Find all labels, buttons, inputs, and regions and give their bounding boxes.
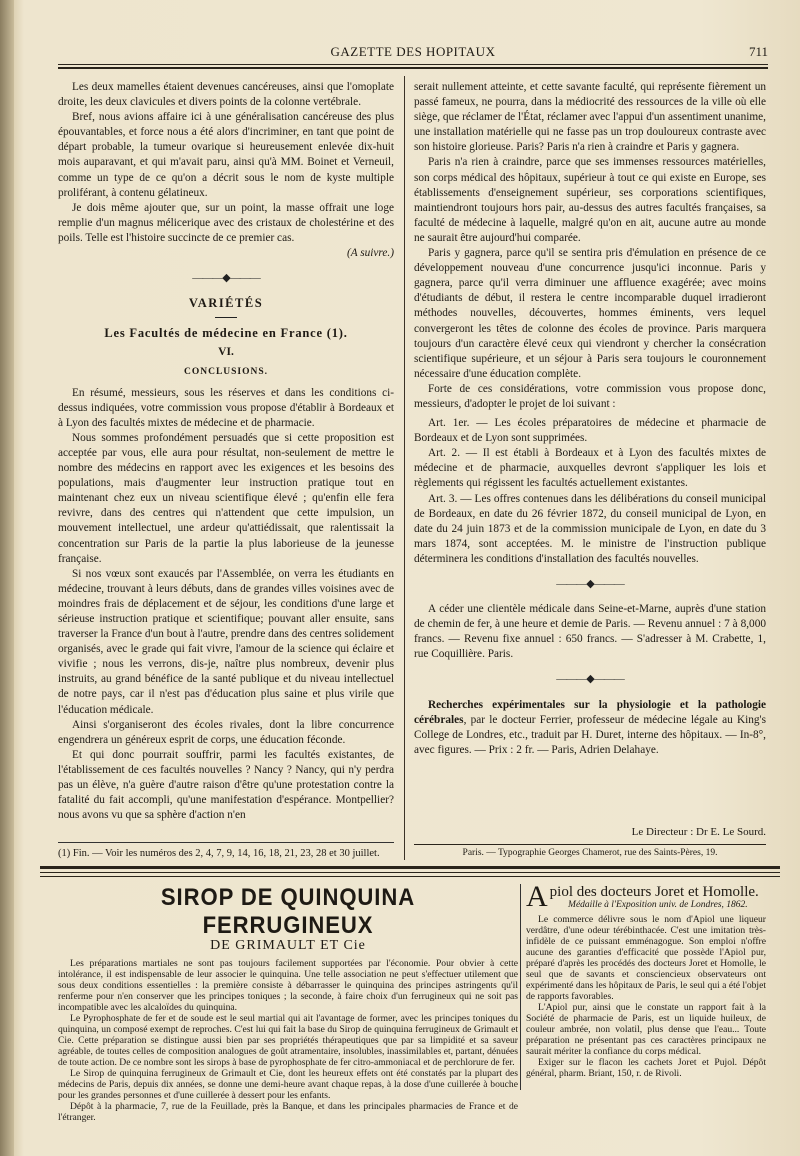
ad-divider	[520, 884, 521, 1090]
ad-separator-thick	[40, 866, 780, 869]
paragraph: Paris n'a rien à craindre, parce que ses immenses ressources matérielles, son corps médical des hôpitaux, supérieur à tout ce qui existe en Europe, ses établissements d'enseignement supérieur, ses corporations scientifiques, maintiendront toujours hors pair, au-dessus des autres facultés françaises, sa faculté de médecine à laquelle, malgré qu'on en ait, aucune autre au monde ne saurait être aujourd'hui comparée.	[414, 156, 766, 244]
footnote: (1) Fin. — Voir les numéros des 2, 4, 7, 9, 14, 16, 18, 21, 23, 28 et 30 juillet.	[58, 848, 380, 859]
ad-subtitle: DE GRIMAULT ET Cie	[210, 938, 366, 953]
book-details: , par le docteur Ferrier, professeur de médecine légale au King's College de Londres, etc., traduit par H. Duret, interne des hôpitaux. — In-8°, avec figures. — Prix : 2 fr. — Paris, Adrien Delahaye.	[414, 713, 766, 756]
ad-body	[58, 958, 518, 1123]
book-notice	[414, 698, 766, 758]
binding-edge	[0, 0, 14, 1156]
advertisement-apiol	[526, 880, 766, 1079]
paragraph: Les deux mamelles étaient devenues cancéreuses, ainsi que l'omoplate droite, les deux clavicules et divers points de la colonne vertébrale.	[58, 81, 394, 109]
ad-separator	[40, 872, 780, 873]
paragraph: Ainsi s'organiseront des écoles rivales, dont la libre concurrence engendrera un généreux esprit de corps, une éducation féconde.	[58, 718, 394, 746]
paragraph: Et qui donc pourrait souffrir, parmi les facultés existantes, de l'établissement de ces facultés nouvelles ? Nancy ? Nancy, qui n'y perdra pas un élève, n'a guère d'autre raison d'être qu'une protestation contre la fatalité du fait accompli, qu'une manifestation d'espérance. Montpellier? nous avons vu que sa sphère d'action n'en	[58, 748, 394, 822]
ad-title-text: piol des docteurs Joret et Homolle.	[549, 884, 759, 900]
drop-cap: A	[526, 880, 548, 913]
ad-paragraph: L'Apiol pur, ainsi que le constate un rapport fait à la Société de pharmacie de Paris, est un liquide huileux, de couleur ambrée, non volatil, plus dense que l'eau... Toute préparation ne présentant pas ces caractères principaux ne saurait mériter la confiance du corps médical.	[526, 1002, 766, 1057]
ad-paragraph: Le Pyrophosphate de fer et de soude est le seul martial qui ait l'avantage de former, avec les principes toniques du quinquina, un composé exempt de reproches. C'est lui qui fait la base du Sirop de quinquina ferrugineux de Grimault et Cie. Cette préparation se distingue aussi bien par ses propriétés thérapeutiques que par sa limpidité et sa saveur agréable, de toutes celles de composition analogues de goût atramentaire, insolubles, inassimilables et, partant, dénuées de toute action. De ce nombre sont les sirops à base de pyrophosphate de fer citro-ammoniacal et de perchlorure de fer.	[58, 1013, 518, 1068]
paragraph: Bref, nous avions affaire ici à une généralisation cancéreuse des plus épouvantables, et force nous a été alors d'incriminer, en tant que point de départ probable, la tumeur ovarique si heureusement enlevée dix-huit mois auparavant, et qui m'avait paru, ainsi qu'à MM. Boinet et Verneuil, comme un type de ce qu'on a décrit sous le nom de kyste multiple proliférant, à contenu gélatineux.	[58, 111, 394, 199]
article-title: Les Facultés de médecine en France (1).	[104, 326, 348, 341]
paragraph: Je dois même ajouter que, sur un point, la masse offrait une loge remplie d'un magnus mélicerique avec des cristaux de cholestérine et des poils. Telle est l'histoire succincte de ce premier cas.	[58, 201, 394, 244]
article-3: Art. 3. — Les offres contenues dans les délibérations du conseil municipal de Bordeaux, en date du 26 février 1872, du conseil municipal de Lyon, en date du 24 juin 1873 et de la commission municipale de Lyon, en date du 3 mars 1874, sont acceptées. M. le ministre de l'instruction publique déterminera les conditions d'installation des facultés nouvelles.	[414, 492, 766, 565]
paragraph: Paris y gagnera, parce qu'il se sentira pris d'émulation en présence de ce développement nouveau d'une concurrence jusqu'ici inconnue. Paris y gagnera, parce qu'il verra diminuer une affluence exagérée; avec moins d'étudiants de début, il restera le centre incomparable duquel irradieront méthodes nouvelles, découvertes, hommes éminents, vers lequel convergeront les têtes de colonne des écoles de province. Paris marquera toujours d'un caractère élevé ceux qui viendront y chercher la consécration scientifique supérieure, et un séjour à Paris sera toujours le couronnement nécessaire d'une éducation complète.	[414, 247, 766, 380]
paragraph: serait nullement atteinte, et cette savante faculté, qui représente fièrement un passé fameux, ne pourra, dans la médiocrité des ressources de la ville où elle siège, que réclamer de l'État, réclamer avec l'appui d'un assentiment unanime, une installation matérielle qui ne fasse pas un trop douloureux contraste avec son histoire glorieuse. Paris? Paris n'a rien à craindre et Paris y gagnera.	[414, 81, 766, 154]
ad-medal: Médaille à l'Exposition univ. de Londres, 1862.	[568, 900, 748, 910]
header-rule	[58, 64, 768, 65]
header-rule-thick	[58, 67, 768, 69]
ad-paragraph: Les préparations martiales ne sont pas toujours facilement supportées par l'économie. Pour obvier à cette intolérance, il est indispensable de leur associer le quinquina. Une telle association ne peut s'effectuer utilement que sous deux conditions essentielles : la première consiste à débarrasser le quinquina des principes astringents qu'il renferme pour n'en conserver que les principes toniques ; la seconde, à faire choix d'un ferrugineux qui ne soit pas incompatible avec les alcaloïdes du quinquina.	[58, 958, 518, 1013]
paragraph: Nous sommes profondément persuadés que si cette proposition est acceptée par vous, elle aura pour résultat, non-seulement de mettre le nombre des médecins en rapport avec les exigences et les besoins des populations, mais d'augmenter leur instruction pratique tout en maintenant chez eux un niveau scientifique élevé ; qu'enfin elle fera revivre, dans des centres qui n'attendent que cette impulsion, un mouvement intellectuel, une ardeur qu'attiédissait, que ralentissait la concentration sur Paris de la partie la plus laborieuse de la jeunesse française.	[58, 431, 394, 565]
paragraph: Forte de ces considérations, votre commission vous propose donc, messieurs, d'adopter le projet de loi suivant :	[414, 382, 766, 410]
book-title: Recherches expérimentales sur la physiologie et la pathologie cérébrales	[414, 698, 766, 726]
ornament-divider: ———◆———	[556, 673, 624, 686]
ornament-divider: ———◆———	[192, 272, 260, 285]
page-header	[58, 44, 768, 64]
classified-notice: A céder une clientèle médicale dans Seine-et-Marne, auprès d'une station de chemin de fer, à une heure et demie de Paris. — Revenu annuel : 7 à 8,000 francs. — Revenu fixe annuel : 650 francs. — S'adresser à M. Crabette, 1, rue Coquillière. Paris.	[414, 603, 766, 661]
ad-title: SIROP DE QUINQUINA FERRUGINEUX	[160, 884, 416, 939]
article-2: Art. 2. — Il est établi à Bordeaux et à Lyon des facultés mixtes de médecine et de pharmacie, auxquelles devront s'appliquer les lois et règlements qui régissent les facultés actuellement existantes.	[414, 447, 766, 490]
ad-paragraph: Dépôt à la pharmacie, 7, rue de la Feuillade, près la Banque, et dans les principales pharmacies de France et de l'étranger.	[58, 1101, 518, 1123]
to-be-continued: (A suivre.)	[346, 247, 394, 260]
page-number: 711	[748, 44, 768, 59]
running-title: GAZETTE DES HOPITAUX	[330, 44, 496, 59]
ad-paragraph: Le Sirop de quinquina ferrugineux de Grimault et Cie, dont les heureux effets ont été constatés par la plupart des médecins de Paris, depuis dix années, se donne une demi-heure avant chaque repas, à la dose d'une cuillerée à bouche pour les grandes personnes et d'une cuillerée à dessert pour les enfants.	[58, 1068, 518, 1101]
printer-line: Paris. — Typographie Georges Chamerot, rue des Saints-Pères, 19.	[462, 848, 718, 858]
chapter-number: VI.	[218, 346, 234, 359]
director-rule	[414, 844, 766, 845]
advertisement-sirop	[58, 884, 518, 1123]
left-column	[58, 80, 394, 823]
ad-paragraph: Le commerce délivre sous le nom d'Apiol une liqueur verdâtre, d'une odeur térébinthacée. C'est une imitation très-infidèle de ce puissant emménagogue. Son emploi n'offre aucune des garanties d'efficacité que possède l'Apiol pur, préparé d'après les procédés des docteurs Joret et Homolle, le seul que de savants et consciencieux observateurs ont expérimenté dans les hôpitaux de Paris, le seul qui a été l'objet de rapports favorables.	[526, 914, 766, 1002]
footnote-rule	[58, 842, 394, 843]
section-heading: VARIÉTÉS	[188, 296, 264, 311]
ad-paragraph: Exiger sur le flacon les cachets Joret et Pujol. Dépôt général, pharm. Briant, 150, r. de Rivoli.	[526, 1057, 766, 1079]
ad-separator	[40, 876, 780, 877]
paragraph: Si nos vœux sont exaucés par l'Assemblée, on verra les étudiants en médecine, trouvant à leurs débuts, dans de grandes villes voisines avec de moindres frais de déplacement et de séjour, les conditions d'une large et sérieuse instruction pratique et scientifique; pouvant aller ensuite, sans traverser la France d'un bout à l'autre, prendre dans des centres solidement organisés, avec le grade qui fait vivre, l'amour de la science qui éclaire et vivifie ; nous les verrons, dis-je, naître plus nombreux, devenir plus instruits, au grand bénéfice de la santé publique et du niveau intellectuel de notre pays, car il n'est pas d'éducation plus saine et plus virile que l'éducation médicale.	[58, 567, 394, 716]
paragraph: En résumé, messieurs, sous les réserves et dans les conditions ci-dessus indiquées, votre commission vous propose d'établir à Bordeaux et à Lyon des facultés mixtes de médecine et de pharmacie.	[58, 386, 394, 429]
short-rule	[215, 317, 237, 318]
director-line: Le Directeur : Dr E. Le Sourd.	[631, 826, 766, 838]
article-1: Art. 1er. — Les écoles préparatoires de médecine et pharmacie de Bordeaux et de Lyon sont supprimées.	[414, 417, 766, 445]
right-column	[414, 80, 766, 758]
ad-body	[526, 914, 766, 1079]
ornament-divider: ———◆———	[556, 578, 624, 590]
subsection-heading: CONCLUSIONS.	[183, 366, 269, 377]
column-divider	[404, 76, 405, 860]
